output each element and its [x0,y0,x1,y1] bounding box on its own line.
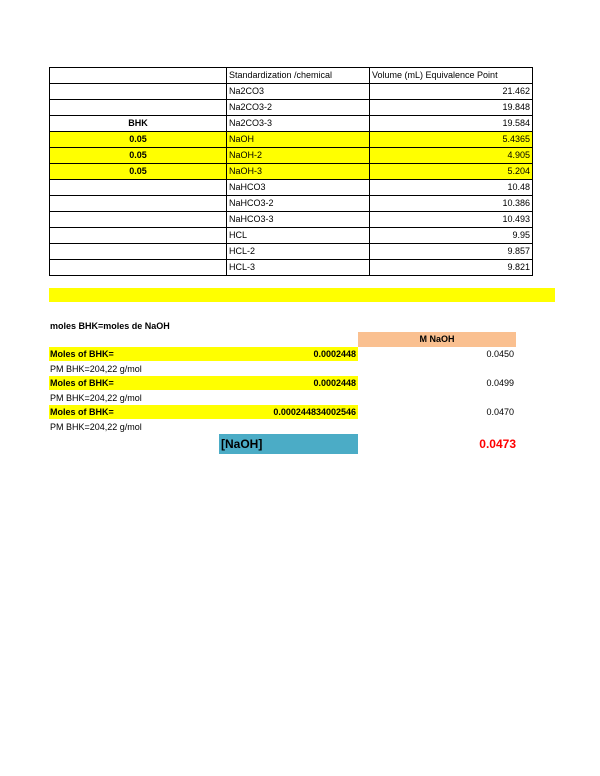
volume-cell: 5.204 [370,164,533,180]
chemical-cell: HCL-2 [227,244,370,260]
row-label [50,100,227,116]
table-row [50,244,533,260]
row-label [50,212,227,228]
chemical-cell: HCL [227,228,370,244]
moles-value-3: 0.000244834002546 [273,407,356,417]
table-row [50,148,533,164]
chemical-cell: NaHCO3-3 [227,212,370,228]
volume-cell: 21.462 [370,84,533,100]
table-row [50,228,533,244]
naoh-result-value: 0.0473 [479,437,516,451]
table-row [50,164,533,180]
naoh-result-label: [NaOH] [219,434,358,454]
chemical-cell: Na2CO3-3 [227,116,370,132]
table-header-cell: Volume (mL) Equivalence Point [370,68,533,84]
row-label [50,84,227,100]
row-label: 0.05 [50,148,227,164]
table-header-cell [50,68,227,84]
pm-bhk-note-1: PM BHK=204,22 g/mol [50,364,142,374]
moles-equation-heading: moles BHK=moles de NaOH [50,321,170,331]
highlight-band [49,288,555,302]
table-header-row [50,68,533,84]
row-label [50,196,227,212]
volume-cell: 5.4365 [370,132,533,148]
m-naoh-value-1: 0.0450 [486,349,514,359]
volume-cell: 10.48 [370,180,533,196]
volume-cell: 9.821 [370,260,533,276]
pm-bhk-note-3: PM BHK=204,22 g/mol [50,422,142,432]
m-naoh-value-3: 0.0470 [486,407,514,417]
moles-label-3: Moles of BHK= [50,407,114,417]
m-naoh-header: M NaOH [358,332,516,347]
table-row [50,100,533,116]
chemical-cell: NaHCO3-2 [227,196,370,212]
chemical-cell: NaOH [227,132,370,148]
moles-value-1: 0.0002448 [313,349,356,359]
volume-cell: 9.95 [370,228,533,244]
row-label [50,260,227,276]
moles-label-1: Moles of BHK= [50,349,114,359]
pm-bhk-note-2: PM BHK=204,22 g/mol [50,393,142,403]
moles-value-2: 0.0002448 [313,378,356,388]
chemical-cell: Na2CO3-2 [227,100,370,116]
row-label [50,228,227,244]
chemical-cell: HCL-3 [227,260,370,276]
chemical-cell: NaOH-3 [227,164,370,180]
chemical-cell: NaOH-2 [227,148,370,164]
volume-cell: 10.493 [370,212,533,228]
volume-cell: 19.584 [370,116,533,132]
row-label: 0.05 [50,164,227,180]
table-header-cell: Standardization /chemical [227,68,370,84]
table-row [50,132,533,148]
table-row [50,260,533,276]
row-label: BHK [50,116,227,132]
volume-cell: 9.857 [370,244,533,260]
table-row [50,180,533,196]
row-label: 0.05 [50,132,227,148]
volume-cell: 4.905 [370,148,533,164]
standardization-table [49,67,533,276]
table-row [50,116,533,132]
table-row [50,196,533,212]
chemical-cell: Na2CO3 [227,84,370,100]
row-label [50,180,227,196]
chemical-cell: NaHCO3 [227,180,370,196]
row-label [50,244,227,260]
moles-label-2: Moles of BHK= [50,378,114,388]
table-row [50,84,533,100]
volume-cell: 19.848 [370,100,533,116]
volume-cell: 10.386 [370,196,533,212]
m-naoh-value-2: 0.0499 [486,378,514,388]
table-row [50,212,533,228]
